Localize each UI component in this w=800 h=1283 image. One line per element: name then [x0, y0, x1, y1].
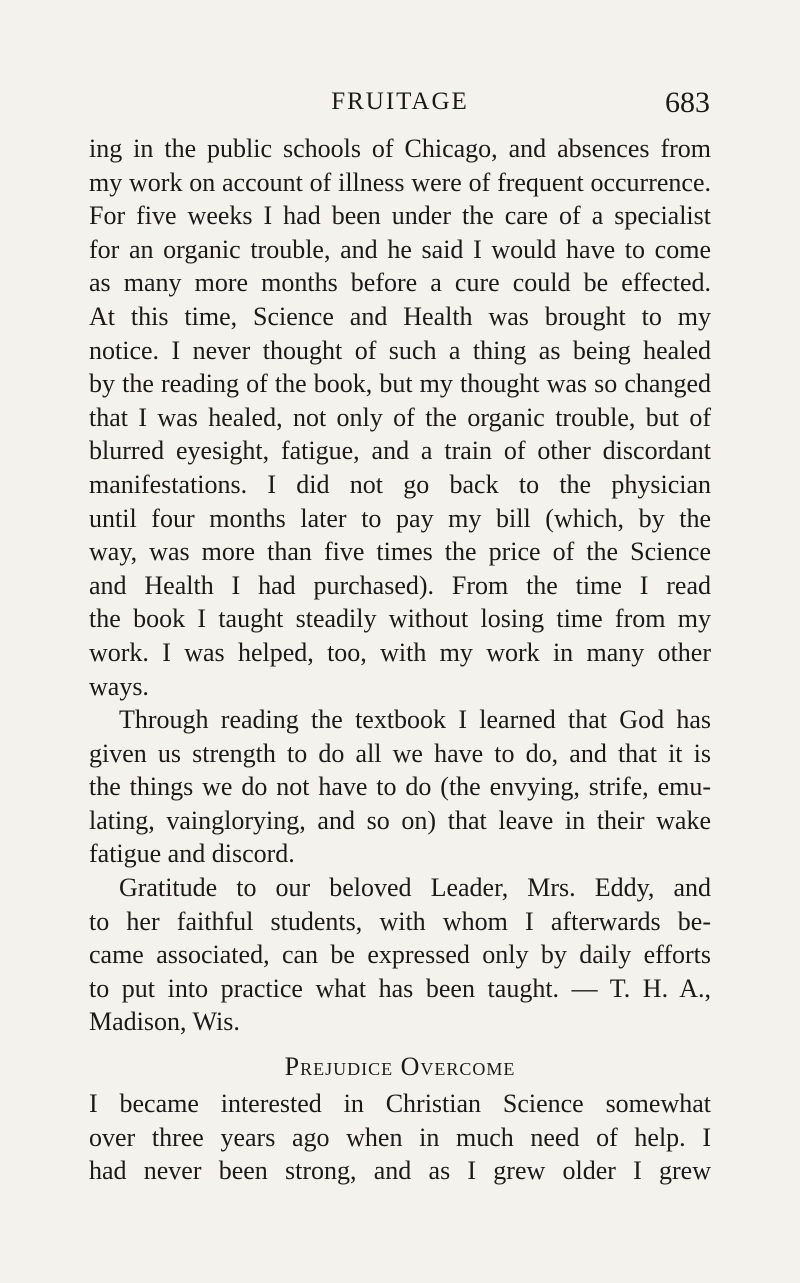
- text-line: manifestations. I did not go back to the physician: [89, 469, 711, 499]
- text-line: by the reading of the book, but my thought was so changed: [89, 369, 711, 399]
- text-line: fatigue and discord.: [89, 839, 295, 869]
- running-header: [90, 86, 710, 126]
- text-line: that I was healed, not only of the organic trouble, but of: [89, 402, 711, 432]
- section-heading: Prejudice Overcome: [284, 1052, 516, 1082]
- text-line: and Health I had purchased). From the time I read: [89, 570, 711, 600]
- paragraph-3: [89, 871, 711, 1039]
- paragraph-1: [89, 132, 711, 703]
- text-line: the book I taught steadily without losing time from my: [89, 604, 711, 634]
- text-line: At this time, Science and Health was brought to my: [89, 301, 711, 331]
- text-line: as many more months before a cure could be effected.: [89, 268, 711, 298]
- body-text: [89, 132, 711, 1188]
- text-line: notice. I never thought of such a thing as being healed: [89, 335, 711, 365]
- text-line: my work on account of illness were of frequent occurrence.: [89, 167, 711, 197]
- running-title: FRUITAGE: [331, 88, 469, 115]
- paragraph-2: [89, 703, 711, 871]
- text-line: I became interested in Christian Science somewhat: [89, 1089, 711, 1119]
- text-line: blurred eyesight, fatigue, and a train of other discordant: [89, 436, 711, 466]
- text-line: Through reading the textbook I learned that God has: [119, 705, 711, 735]
- text-line: for an organic trouble, and he said I would have to come: [89, 234, 711, 264]
- text-line: For five weeks I had been under the care of a specialist: [89, 201, 711, 231]
- text-line: given us strength to do all we have to do, and that it is: [89, 738, 711, 768]
- text-line: came associated, can be expressed only by daily efforts: [89, 940, 711, 970]
- text-line: until four months later to pay my bill (which, by the: [89, 503, 711, 533]
- text-line: Gratitude to our beloved Leader, Mrs. Eddy, and: [119, 873, 711, 903]
- text-line: lating, vainglorying, and so on) that leave in their wake: [89, 805, 711, 835]
- text-line: ways.: [89, 671, 149, 701]
- text-line: the things we do not have to do (the envying, strife, emu-: [89, 772, 711, 802]
- text-line: had never been strong, and as I grew older I grew: [89, 1156, 711, 1186]
- text-line: over three years ago when in much need of help. I: [89, 1122, 711, 1152]
- text-line: Madison, Wis.: [89, 1007, 240, 1037]
- text-line: way, was more than five times the price of the Science: [89, 537, 711, 567]
- text-line: ing in the public schools of Chicago, and absences from: [89, 134, 711, 163]
- text-line: to put into practice what has been taught. — T. H. A.,: [89, 973, 711, 1003]
- page-number: 683: [665, 86, 710, 119]
- paragraph-4: [89, 1087, 711, 1188]
- text-line: work. I was helped, too, with my work in many other: [89, 637, 711, 667]
- text-line: to her faithful students, with whom I afterwards be-: [89, 906, 711, 936]
